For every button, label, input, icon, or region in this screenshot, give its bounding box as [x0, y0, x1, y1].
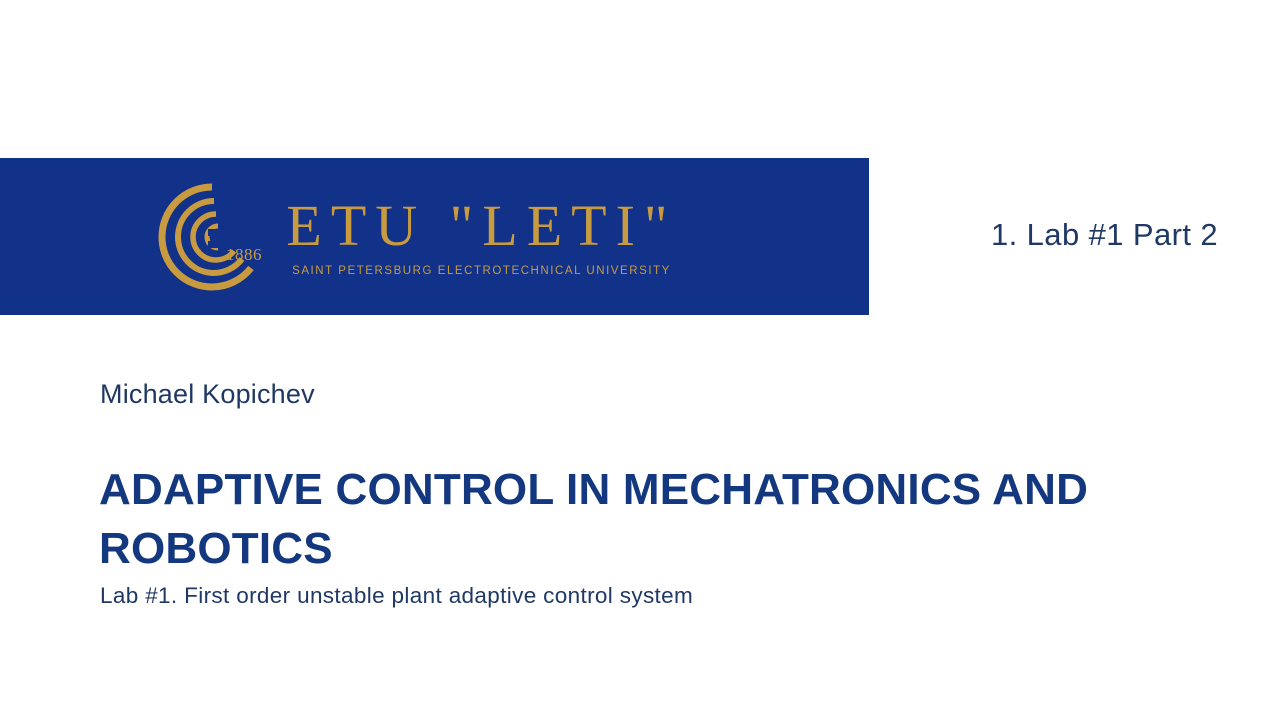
logo-lockup — [156, 181, 676, 293]
logo-banner — [0, 158, 869, 315]
logo-text-block — [286, 192, 677, 277]
page-title: ADAPTIVE CONTROL IN MECHATRONICS AND ROBOTICS — [99, 465, 1089, 573]
svg-text:1886: 1886 — [226, 244, 263, 264]
logo-title: ETU "LETI" — [286, 192, 677, 258]
etu-leti-emblem-icon — [156, 181, 268, 293]
logo-subtitle: SAINT PETERSBURG ELECTROTECHNICAL UNIVERSITY — [292, 264, 671, 277]
section-number: 1. — [991, 217, 1018, 252]
page-subtitle: Lab #1. First order unstable plant adaptive control system — [100, 583, 694, 608]
section-label — [991, 217, 1218, 253]
author-name: Michael Kopichev — [100, 379, 315, 409]
section-title: Lab #1 Part 2 — [1026, 217, 1218, 252]
